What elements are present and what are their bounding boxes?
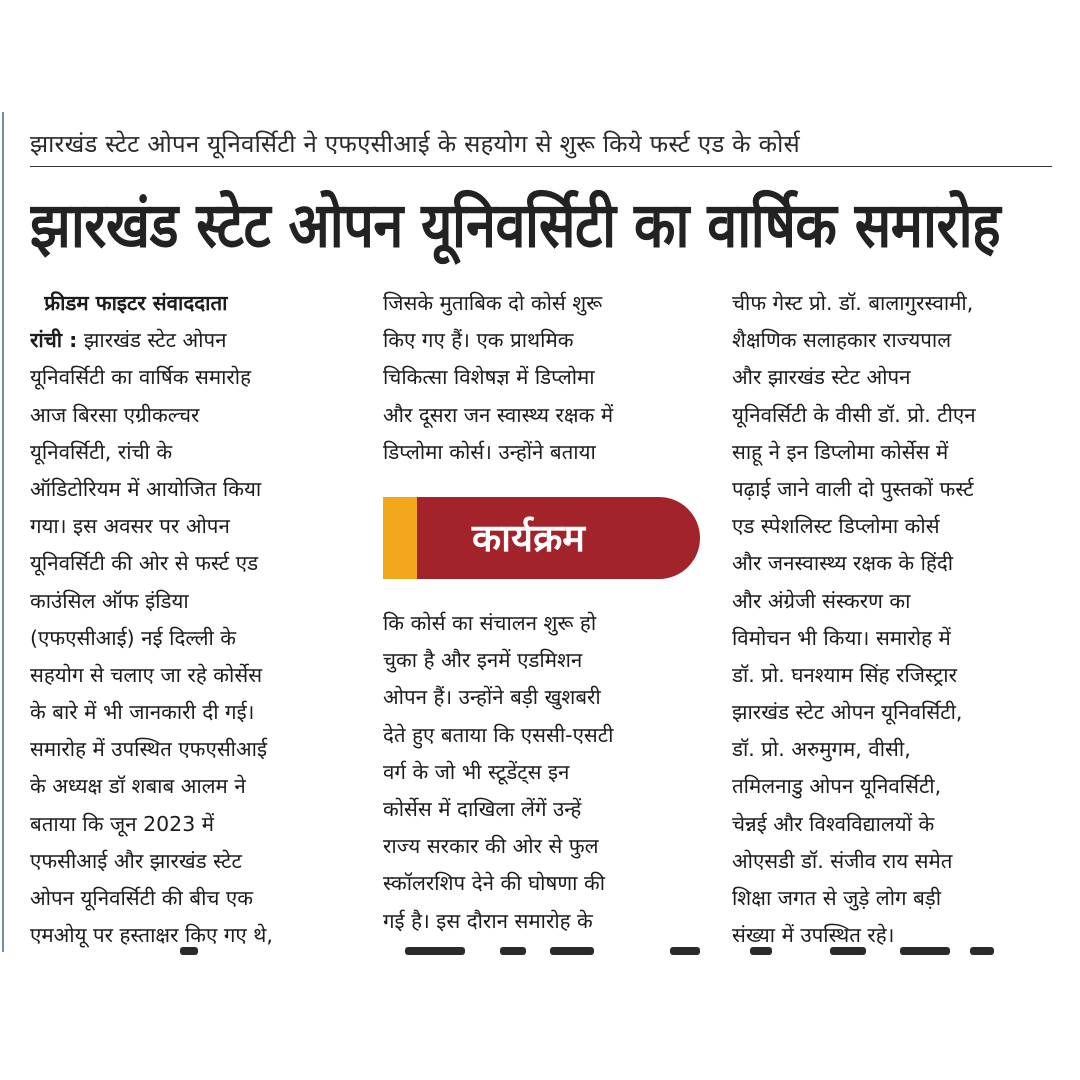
body-line: ऑडिटोरियम में आयोजित किया (30, 476, 262, 501)
cropped-glyph (830, 947, 866, 955)
kicker-line: झारखंड स्टेट ओपन यूनिवर्सिटी ने एफएसीआई के सहयोग से शुरू किये फर्स्ट एड के कोर्स (30, 122, 1052, 167)
body-line: स्कॉलरशिप देने की घोषणा की (383, 871, 606, 896)
body-line: चिकित्सा विशेषज्ञ में डिप्लोमा (383, 365, 595, 390)
article-column-3 (732, 285, 1062, 954)
body-line: गया। इस अवसर पर ओपन (30, 514, 230, 539)
body-line: एमओयू पर हस्ताक्षर किए गए थे, (30, 923, 273, 948)
body-line: जिसके मुताबिक दो कोर्स शुरू (383, 291, 603, 315)
body-line: आज बिरसा एग्रीकल्चर (30, 402, 200, 427)
article-column-2-top (383, 285, 703, 471)
body-line: किए गए हैं। एक प्राथमिक (383, 328, 574, 353)
body-line: चेन्नई और विश्वविद्यालयों के (732, 811, 935, 836)
body-line: और झारखंड स्टेट ओपन (732, 365, 911, 390)
body-line: ओएसडी डॉ. संजीव राय समेत (732, 848, 953, 873)
body-line: यूनिवर्सिटी की ओर से फर्स्ट एड (30, 551, 259, 576)
body-line: ओपन यूनिवर्सिटी की बीच एक (30, 886, 254, 910)
body-line: एफसीआई और झारखंड स्टेट (30, 848, 242, 873)
body-line: कोर्सेस में दाखिला लेंगें उन्हें (383, 796, 582, 821)
cropped-glyph (500, 947, 526, 955)
body-line: डॉ. प्रो. घनश्याम सिंह रजिस्ट्रार (732, 662, 957, 687)
cropped-glyph (900, 947, 950, 955)
body-line: यूनिवर्सिटी का वार्षिक समारोह (30, 365, 252, 390)
body-line: के अध्यक्ष डॉ शबाब आलम ने (30, 774, 246, 799)
body-line: काउंसिल ऑफ इंडिया (30, 588, 189, 613)
body-line: समारोह में उपस्थित एफएसीआई (30, 737, 268, 762)
body-line: ओपन हैं। उन्होंने बड़ी खुशबरी (383, 685, 601, 710)
body-line: देते हुए बताया कि एससी-एसटी (383, 722, 614, 747)
body-line: और दूसरा जन स्वास्थ्य रक्षक में (383, 402, 614, 427)
cropped-glyph (550, 947, 594, 955)
body-line: संख्या में उपस्थित रहे। (732, 923, 895, 948)
body-line: एड स्पेशलिस्ट डिप्लोमा कोर्स (732, 514, 940, 539)
body-line: चीफ गेस्ट प्रो. डॉ. बालागुरस्वामी, (732, 291, 974, 315)
body-line: वर्ग के जो भी स्टूडेंट्स इन (383, 759, 570, 784)
body-line: तमिलनाडु ओपन यूनिवर्सिटी, (732, 774, 942, 799)
body-line: गई है। इस दौरान समारोह के (383, 908, 593, 933)
cropped-glyph (750, 947, 772, 955)
body-line: झारखंड स्टेट ओपन यूनिवर्सिटी, (732, 700, 963, 725)
body-line: यूनिवर्सिटी, रांची के (30, 439, 173, 464)
body-line: बताया कि जून 2023 में (30, 811, 215, 836)
body-line: के बारे में भी जानकारी दी गई। (30, 700, 255, 725)
body-line: डॉ. प्रो. अरुमुगम, वीसी, (732, 737, 911, 762)
body-line: साहू ने इन डिप्लोमा कोर्सेस में (732, 439, 949, 464)
dateline: रांची : (30, 328, 78, 353)
byline-text: फ्रीडम फाइटर संवाददाता (44, 291, 228, 315)
body-line: शिक्षा जगत से जुड़े लोग बड़ी (732, 886, 942, 910)
body-line: सहयोग से चलाए जा रहे कोर्सेस (30, 662, 263, 687)
body-line: डिप्लोमा कोर्स। उन्होंने बताया (383, 439, 596, 464)
body-line: पढ़ाई जाने वाली दो पुस्तकों फर्स्ट (732, 476, 974, 501)
body-line: और जनस्वास्थ्य रक्षक के हिंदी (732, 551, 954, 576)
body-line: झारखंड स्टेट ओपन (83, 328, 227, 353)
body-line: शैक्षणिक सलाहकार राज्यपाल (732, 328, 952, 353)
headline: झारखंड स्टेट ओपन यूनिवर्सिटी का वार्षिक समारोह (30, 189, 1001, 262)
cropped-glyph (670, 947, 700, 955)
byline (30, 285, 350, 322)
body-line: यूनिवर्सिटी के वीसी डॉ. प्रो. टीएन (732, 402, 976, 427)
body-line: कि कोर्स का संचालन शुरू हो (383, 611, 597, 635)
cropped-glyph (405, 947, 465, 955)
cropped-glyph (970, 947, 994, 955)
cropped-next-headline (30, 945, 1060, 957)
body-line: (एफएसीआई) नई दिल्ली के (30, 625, 237, 650)
section-banner (383, 497, 700, 579)
banner-accent (383, 497, 417, 579)
column-rule (2, 112, 4, 952)
banner-label: कार्यक्रम (417, 497, 700, 579)
body-line: और अंग्रेजी संस्करण का (732, 588, 911, 613)
dateline-line (30, 322, 350, 359)
body-line: राज्य सरकार की ओर से फुल (383, 834, 599, 859)
article-column-1 (30, 285, 350, 954)
article-column-2-bottom (383, 605, 703, 940)
body-line: विमोचन भी किया। समारोह में (732, 625, 951, 650)
body-line: चुका है और इनमें एडमिशन (383, 648, 583, 673)
cropped-glyph (180, 947, 198, 955)
